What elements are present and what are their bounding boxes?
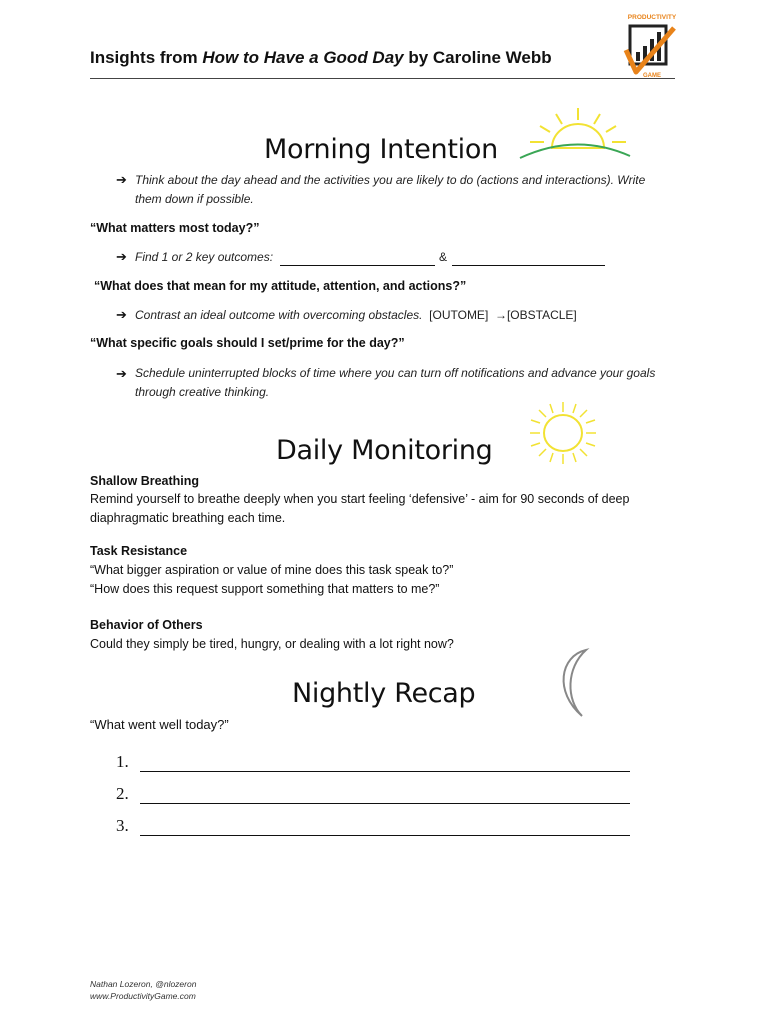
bullet-schedule: Schedule uninterrupted blocks of time where you can turn off notifications and advance your goals through creative thinking. <box>135 366 656 399</box>
bullet-key-outcomes: Find 1 or 2 key outcomes: <box>135 250 274 264</box>
recap-line-3 <box>140 835 630 836</box>
bullet-think-ahead: Think about the day ahead and the activities you are likely to do (actions and interactions). Write them down if possible. <box>135 173 646 206</box>
recap-number-3: 3. <box>116 816 129 835</box>
morning-intention-title: Morning Intention <box>264 134 498 165</box>
bullet-contrast <box>135 306 577 325</box>
logo-text-top: PRODUCTIVITY <box>627 14 677 21</box>
book-title: How to Have a Good Day <box>202 48 404 67</box>
footer-author: Nathan Lozeron, @nlozeron <box>90 979 197 989</box>
arrow-icon: ➔ <box>116 172 127 187</box>
monitor-text-task-2: “How does this request support something that matters to me?” <box>90 582 440 596</box>
arrow-icon: ➔ <box>116 366 127 381</box>
recap-number-1: 1. <box>116 752 129 771</box>
outcome-2-blank <box>452 265 605 266</box>
arrow-icon: ➔ <box>116 307 127 322</box>
sunrise-icon <box>516 104 634 164</box>
recap-question: “What went well today?” <box>90 717 229 732</box>
recap-line-2 <box>140 803 630 804</box>
title-suffix: by Caroline Webb <box>403 48 552 67</box>
monitor-text-task-1: “What bigger aspiration or value of mine does this task speak to?” <box>90 563 454 577</box>
monitor-text-others: Could they simply be tired, hungry, or dealing with a lot right now? <box>90 637 454 651</box>
nightly-recap-title: Nightly Recap <box>292 678 476 709</box>
right-arrow-icon: → <box>494 308 507 322</box>
header-divider <box>90 78 675 79</box>
footer-site[interactable]: www.ProductivityGame.com <box>90 991 196 1001</box>
question-what-matters: “What matters most today?” <box>90 221 260 235</box>
daily-monitoring-title: Daily Monitoring <box>276 435 493 466</box>
obstacle-tag: [OBSTACLE] <box>506 308 577 322</box>
outcome-1-blank <box>280 265 435 266</box>
bullet-contrast-text: Contrast an ideal outcome with overcoming obstacles. <box>135 308 423 322</box>
footer <box>90 978 196 1002</box>
sun-icon <box>528 400 598 466</box>
monitor-heading-task: Task Resistance <box>90 544 188 558</box>
question-attitude: “What does that mean for my attitude, attention, and actions?” <box>94 279 467 293</box>
title-prefix: Insights from <box>90 48 203 67</box>
productivity-game-logo-icon <box>622 14 682 80</box>
monitor-text-breathing: Remind yourself to breathe deeply when you start feeling ‘defensive’ - aim for 90 seconds of deep diaphragmatic breathing each time. <box>90 492 630 525</box>
outcome-tag: [OUTOME] <box>429 308 489 322</box>
monitor-heading-breathing: Shallow Breathing <box>90 474 200 488</box>
arrow-icon: ➔ <box>116 249 127 264</box>
recap-number-2: 2. <box>116 784 129 803</box>
monitor-heading-others: Behavior of Others <box>90 618 203 632</box>
ampersand: & <box>439 250 448 264</box>
document-title <box>90 48 552 68</box>
logo-text-bottom: GAME <box>643 73 661 79</box>
question-specific-goals: “What specific goals should I set/prime for the day?” <box>90 336 405 350</box>
recap-line-1 <box>140 771 630 772</box>
moon-icon <box>552 646 592 720</box>
